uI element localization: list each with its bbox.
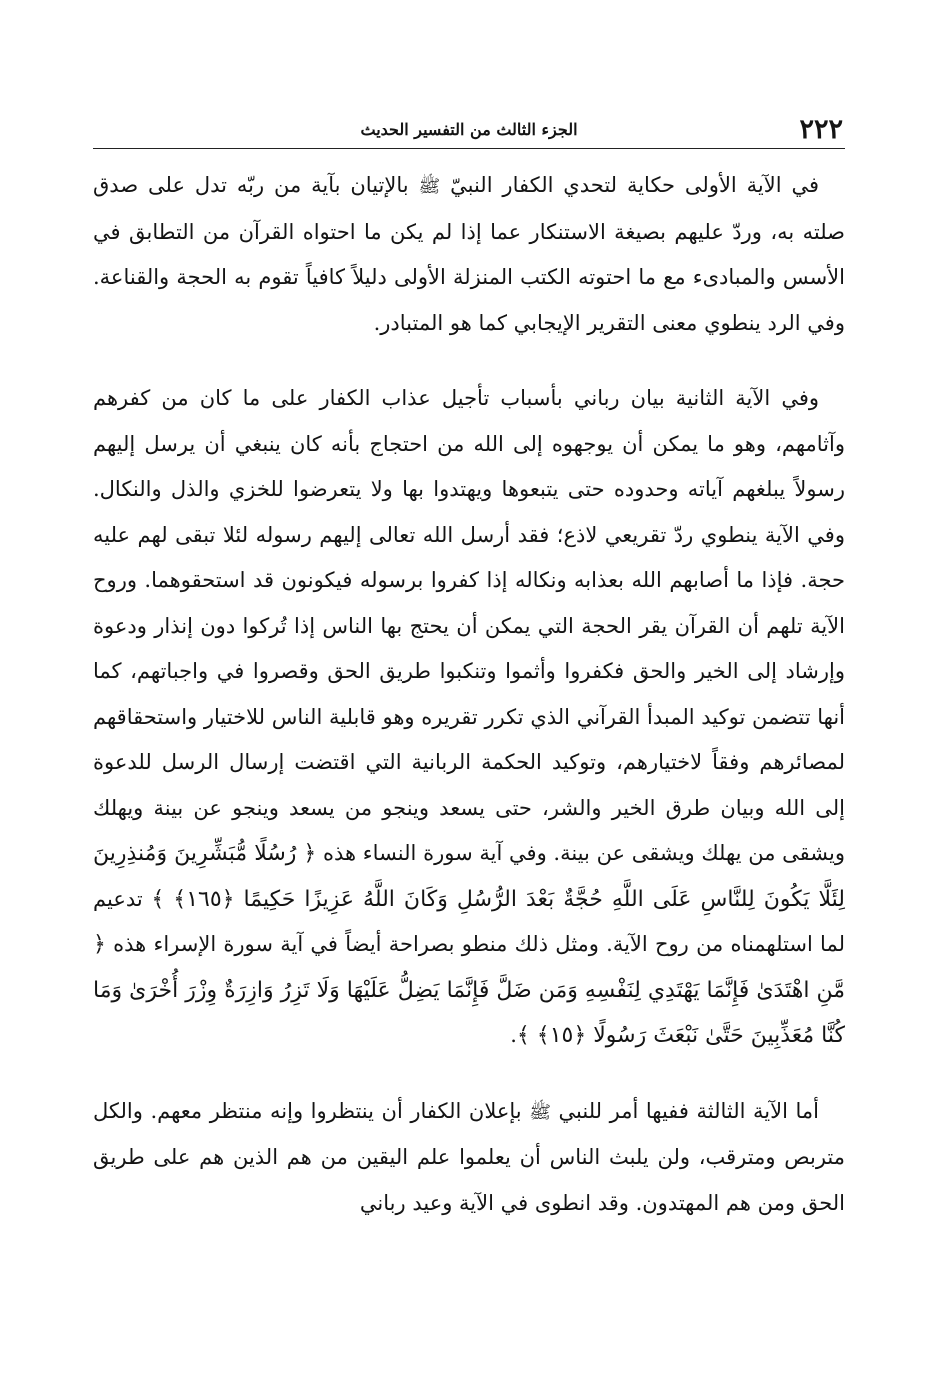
- paragraph-1-text-a: في الآية الأولى حكاية لتحدي الكفار النبيّ: [440, 173, 819, 197]
- paragraph-2-text-b: تدعيم لما استلهمناه من روح الآية. ومثل ذلك منطو بصراحة أيضاً في آية سورة الإسراء هذه: [93, 886, 845, 956]
- page-number: ٢٢٢: [799, 114, 843, 145]
- book-page: [93, 108, 845, 1226]
- quran-verse-an-nisa: ﴿ رُسُلًا مُّبَشِّرِينَ وَمُنذِرِينَ لِئَلَّا يَكُونَ لِلنَّاسِ عَلَى اللَّهِ حُجَّةٌ بَعْدَ الرُّسُلِ وَكَانَ اللَّهُ عَزِيزًا حَكِيمًا ﴿١٦٥﴾ ﴾: [93, 841, 845, 912]
- paragraph-2-text-c: .: [510, 1023, 517, 1047]
- salutation-symbol: ﷺ: [418, 176, 441, 197]
- quran-verse-al-isra: ﴿ مَّنِ اهْتَدَىٰ فَإِنَّمَا يَهْتَدِي لِنَفْسِهِ وَمَن ضَلَّ فَإِنَّمَا يَضِلُّ عَلَيْهَا وَلَا تَزِرُ وَازِرَةٌ وِزْرَ أُخْرَىٰ وَمَا كُنَّا مُعَذِّبِينَ حَتَّىٰ نَبْعَثَ رَسُولًا ﴿١٥﴾ ﴾: [93, 932, 845, 1048]
- page-header: [93, 108, 845, 149]
- paragraph-2: [93, 376, 845, 1059]
- salutation-symbol: ﷺ: [529, 1101, 551, 1123]
- paragraph-3-text-a: أما الآية الثالثة ففيها أمر للنبي: [550, 1098, 819, 1123]
- paragraph-1-text-b: بالإتيان بآية من ربّه تدل على صدق صلته به، وردّ عليهم بصيغة الاستنكار عما إذا لم يكن ما احتواه القرآن من التطابق في الأسس والمبادىء مع ما احتوته الكتب المنزلة الأولى دليلاً كافياً تقوم به الحجة والقناعة. وفي الرد ينطوي معنى التقرير الإيجابي كما هو المتبادر.: [93, 173, 845, 335]
- paragraph-2-text-a: وفي الآية الثانية بيان رباني بأسباب تأجيل عذاب الكفار على ما كان من كفرهم وآثامهم، وهو ما يمكن أن يوجهوه إلى الله من احتجاج بأنه كان ينبغي أن يرسل إليهم رسولاً يبلغهم آياته وحدوده حتى يتبعوها ويهتدوا بها ولا يتعرضوا للخزي والذل والنكال. وفي الآية ينطوي ردّ تقريعي لاذع؛ فقد أرسل الله تعالى إليهم رسوله لئلا تبقى لهم عليه حجة. فإذا ما أصابهم الله بعذابه ونكاله إذا كفروا برسوله فيكونون قد استحقوهما. وروح الآية تلهم أن القرآن يقر الحجة التي يمكن أن يحتج بها الناس إذا تُركوا دون إنذار ودعوة وإرشاد إلى الخير والحق فكفروا وأثموا وتنكبوا طريق الحق وقصروا في واجباتهم، كما أنها تتضمن توكيد المبدأ القرآني الذي تكرر تقريره وهو قابلية الناس للاختيار واستحقاقهم لمصائرهم وفقاً لاختيارهم، وتوكيد الحكمة الربانية التي اقتضت إرسال الرسل للدعوة إلى الله وبيان طرق الخير والشر، حتى يسعد وينجو من يسعد وينجو عن بينة ويهلك ويشقى من يهلك ويشقى عن بينة. وفي آية سورة النساء هذه: [93, 386, 845, 865]
- paragraph-3: [93, 1089, 845, 1227]
- paragraph-1: [93, 163, 845, 346]
- page-body: [93, 163, 845, 1226]
- paragraph-3-text-b: بإعلان الكفار أن ينتظروا وإنه منتظر معهم. والكل متربص ومترقب، ولن يلبث الناس أن يعلموا علم اليقين من هم الذين هم على طريق الحق ومن هم المهتدون. وقد انطوى في الآية وعيد رباني: [93, 1098, 845, 1215]
- running-title: الجزء الثالث من التفسير الحديث: [360, 120, 578, 139]
